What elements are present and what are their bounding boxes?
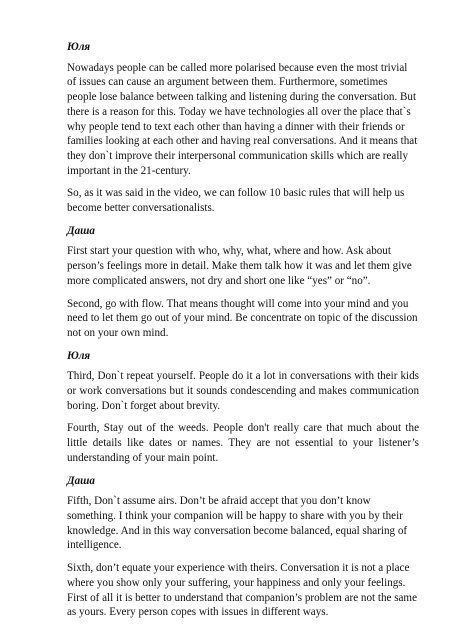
paragraph: So, as it was said in the video, we can follow 10 basic rules that will help us become better conversationalists. (67, 187, 405, 215)
speaker-label: Юля (67, 349, 91, 362)
speaker-label: Даша (67, 474, 95, 487)
document-page (67, 40, 419, 628)
paragraph: Fifth, Don`t assume airs. Don’t be afraid accept that you don’t know something. I think your companion will be happy to share with you by their knowledge. And in this way conversation become balanced, equal sharing of intelligence. (67, 495, 408, 552)
speaker-label: Даша (67, 224, 95, 237)
paragraph: Fourth, Stay out of the weeds. People don't really care that much about the little details like dates or names. They are not essential to your listener’s understanding of your main point. (67, 422, 419, 464)
paragraph: Second, go with flow. That means thought will come into your mind and you need to let them go out of your mind. Be concentrate on topic of the discussion not on your own mind. (67, 297, 418, 339)
paragraph: First start your question with who, why, what, where and how. Ask about person’s feelings more in detail. Make them talk how it was and let them give more complicated answers, not dry and short one like “yes” or “no”. (67, 245, 412, 287)
paragraph: Third, Don`t repeat yourself. People do it a lot in conversations with their kids or work conversations but it sounds condescending and makes communication boring. Don`t forget about brevity. (67, 370, 419, 412)
speaker-label: Юля (67, 41, 91, 53)
paragraph: Sixth, don’t equate your experience with theirs. Conversation it is not a place where you show only your suffering, your happiness and only your feelings. First of all it is better to understand that companion’s problem are not the same as yours. Every person copes with issues in different ways. (67, 562, 417, 619)
paragraph: Nowadays people can be called more polarised because even the most trivial of issues can cause an argument between them. Furthermore, sometimes people lose balance between talking and listening during the conversation. But there is a reason for this. Today we have technologies all over the place that`s why people tend to text each other than having a dinner with their friends or families looking at each other and having real conversations. And it means that they don`t improve their interpersonal communication skills which are really important in the 21-century. (67, 61, 418, 177)
